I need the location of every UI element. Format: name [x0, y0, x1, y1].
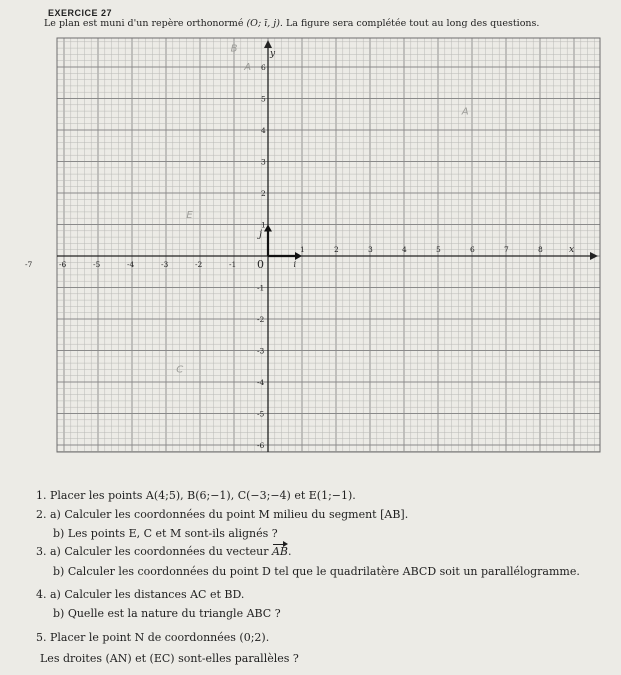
intro-prefix: Le plan est muni d'un repère orthonormé	[44, 18, 247, 29]
x-tick-label: -5	[93, 260, 101, 269]
x-axis-label: x	[569, 245, 575, 255]
question-5b: Les droites (AN) et (EC) sont-elles parallèles ?	[40, 652, 299, 665]
y-axis-arrow	[264, 40, 272, 48]
y-tick-label: 5	[261, 94, 266, 104]
y-tick-label: 2	[261, 189, 266, 198]
y-tick-label: 3	[261, 157, 266, 167]
question-4a: 4. a) Calculer les distances AC et BD.	[36, 588, 245, 601]
question-1: 1. Placer les points A(4;5), B(6;−1), C(−3;−4) et E(1;−1).	[36, 489, 356, 502]
x-tick-label: -6	[59, 260, 67, 269]
unit-j-label: j	[259, 229, 263, 241]
unit-i-label: i	[293, 260, 297, 269]
y-tick-label: 1	[261, 220, 266, 230]
y-tick-label: -6	[257, 441, 265, 450]
x-axis-arrow	[590, 252, 598, 260]
question-4b: b) Quelle est la nature du triangle ABC ?	[53, 607, 281, 620]
y-tick-label: -5	[257, 409, 265, 419]
vector-ab: AB	[271, 545, 288, 558]
question-3a-text: 3. a) Calculer les coordonnées du vecteur	[36, 545, 272, 558]
question-3a	[36, 545, 292, 558]
exercise-title: EXERCICE 27	[48, 8, 113, 18]
x-tick-label: 6	[470, 245, 475, 254]
x-tick-label: -7	[25, 260, 33, 269]
y-tick-label: -1	[257, 283, 265, 293]
y-axis-label: y	[270, 49, 276, 59]
x-tick-label: -3	[161, 260, 169, 269]
y-tick-label: -2	[257, 315, 265, 324]
handwritten-mark: A	[461, 106, 469, 118]
handwritten-mark: A	[244, 62, 252, 74]
x-tick-label: 2	[334, 245, 339, 254]
x-tick-label: 7	[504, 245, 509, 254]
intro-frame: (O; ī, j)	[246, 18, 280, 29]
grid-border	[57, 38, 600, 452]
intro-suffix: . La figure sera complétée tout au long des questions.	[279, 18, 540, 29]
question-2a: 2. a) Calculer les coordonnées du point M milieu du segment [AB].	[36, 508, 409, 521]
handwritten-mark: C	[176, 364, 184, 376]
y-tick-label: 6	[261, 63, 266, 72]
y-tick-label: 4	[261, 126, 266, 135]
question-3a-end: .	[288, 545, 292, 558]
x-tick-label: -1	[229, 260, 237, 269]
y-tick-label: -4	[257, 378, 265, 387]
y-tick-label: -3	[257, 346, 265, 356]
x-tick-label: -2	[195, 260, 203, 269]
handwritten-mark: E	[186, 210, 193, 222]
handwritten-mark: B	[230, 43, 238, 55]
x-tick-label: 3	[368, 245, 373, 254]
grid-lines	[57, 38, 600, 452]
x-tick-label: -4	[127, 260, 135, 269]
x-tick-label: 5	[436, 245, 441, 254]
x-tick-label: 8	[538, 245, 543, 254]
question-5: 5. Placer le point N de coordonnées (0;2).	[36, 631, 270, 644]
question-3b: b) Calculer les coordonnées du point D tel que le quadrilatère ABCD soit un parallélogramme.	[53, 565, 580, 578]
x-tick-label: 0	[257, 258, 264, 271]
x-tick-label: 1	[300, 245, 305, 254]
x-tick-label: 4	[402, 245, 407, 254]
question-2b: b) Les points E, C et M sont-ils alignés ?	[53, 527, 278, 540]
